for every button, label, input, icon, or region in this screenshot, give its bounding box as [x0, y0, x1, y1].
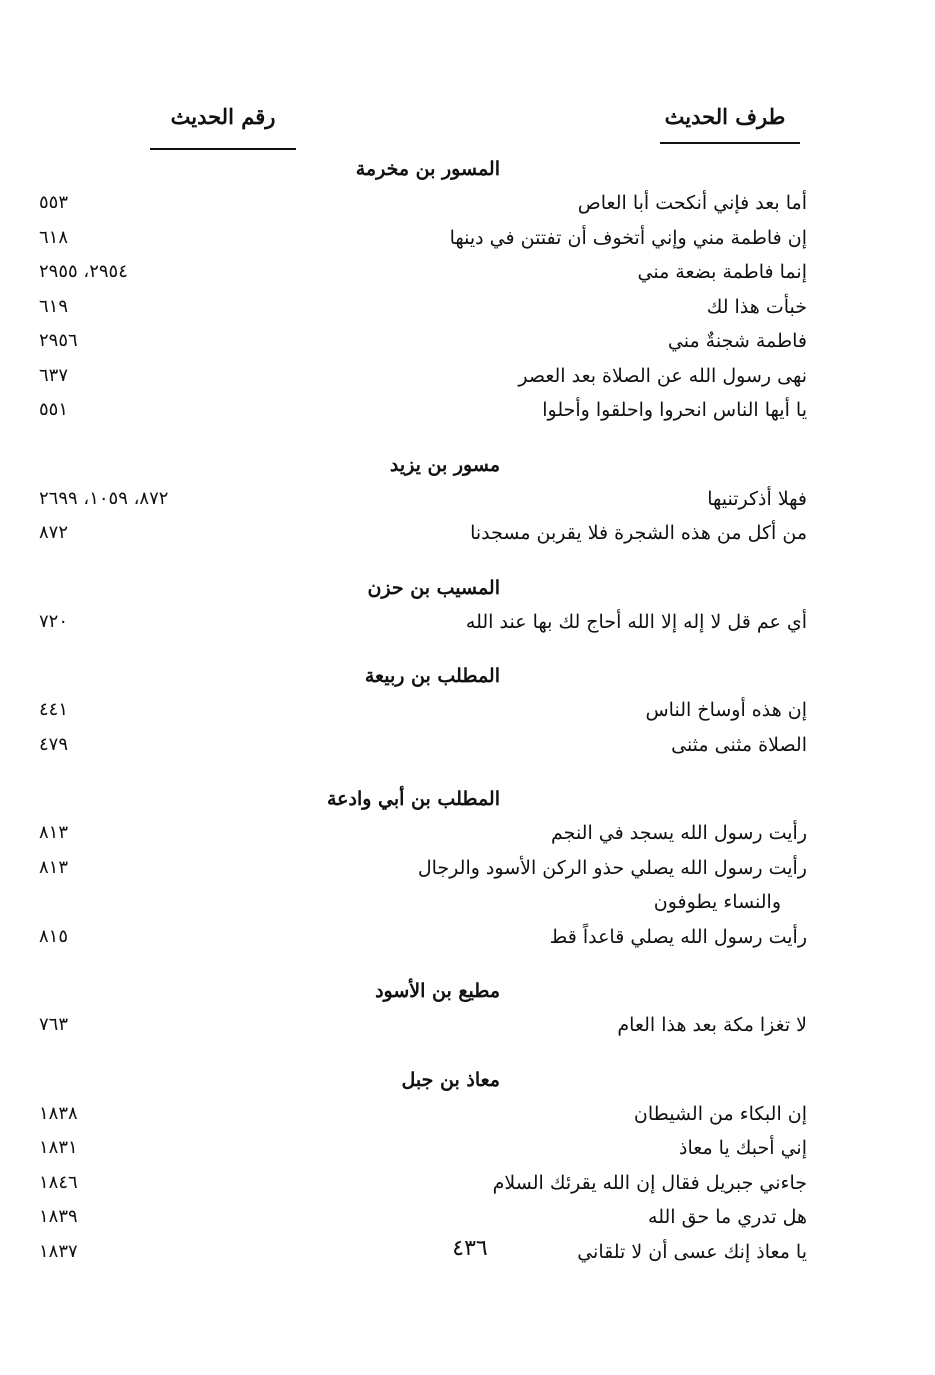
narrator-section	[0, 152, 935, 428]
hadith-incipit-text: رأيت رسول الله يصلي حذو الركن الأسود والرجال	[417, 856, 807, 879]
index-entry	[0, 920, 935, 955]
hadith-incipit	[387, 920, 807, 955]
hadith-incipit	[387, 516, 807, 551]
narrator-name: المطلب بن أبي وادعة	[326, 788, 500, 810]
header-underline-title	[660, 142, 800, 144]
hadith-number: ٦٣٧	[39, 364, 69, 386]
hadith-incipit	[387, 359, 807, 394]
hadith-incipit	[387, 1131, 807, 1166]
hadith-incipit-text: إن هذه أوساخ الناس	[645, 699, 807, 721]
column-header-hadith-number: رقم الحديث	[170, 104, 276, 129]
index-entry	[0, 482, 935, 517]
hadith-incipit	[387, 851, 807, 920]
index-entry	[0, 1200, 935, 1235]
narrator-section	[0, 571, 935, 640]
hadith-incipit-text: هل تدري ما حق الله	[648, 1206, 807, 1228]
hadith-incipit-text: يا معاذ إنك عسى أن لا تلقاني	[577, 1240, 807, 1263]
hadith-incipit-text: رأيت رسول الله يسجد في النجم	[551, 822, 807, 844]
hadith-number: ٥٥١	[39, 399, 69, 420]
hadith-number: ١٨٤٦	[39, 1171, 78, 1193]
narrator-section	[0, 448, 935, 551]
hadith-incipit	[387, 221, 807, 256]
hadith-number: ٦١٩	[39, 295, 69, 317]
hadith-incipit-text: إن فاطمة مني وإني أتخوف أن تفتتن في دينها	[449, 226, 807, 249]
hadith-incipit-text: فاطمة شجنةٌ مني	[667, 330, 807, 352]
narrator-name: المسور بن مخرمة	[355, 158, 500, 180]
hadith-incipit-text: الصلاة مثنى مثنى	[671, 733, 807, 756]
index-entry	[0, 1166, 935, 1201]
index-entry	[0, 605, 935, 640]
hadith-number: ٧٢٠	[39, 610, 69, 632]
index-entry	[0, 359, 935, 394]
hadith-incipit	[387, 482, 807, 517]
narrator-name: معاذ بن جبل	[401, 1068, 500, 1091]
narrator-name: مسور بن يزيد	[389, 453, 500, 476]
hadith-incipit	[387, 728, 807, 763]
hadith-incipit-text: إني أحبك يا معاذ	[679, 1137, 807, 1159]
index-entry	[0, 693, 935, 728]
hadith-number: ١٨٣٧	[39, 1240, 78, 1262]
hadith-number: ٨١٣	[39, 856, 69, 878]
index-entry	[0, 1131, 935, 1166]
hadith-incipit-text: جاءني جبريل فقال إن الله يقرئك السلام	[492, 1171, 807, 1194]
hadith-number: ٨١٥	[39, 925, 69, 947]
narrator-name: مطيع بن الأسود	[375, 980, 500, 1002]
index-entry	[0, 290, 935, 325]
hadith-incipit	[387, 1008, 807, 1043]
hadith-number: ٨٧٢	[39, 522, 69, 543]
column-header-hadith-text: طرف الحديث	[664, 104, 786, 129]
index-entry	[0, 1008, 935, 1043]
hadith-incipit-text: إنما فاطمة بضعة مني	[637, 261, 807, 283]
narrator-section	[0, 974, 935, 1043]
index-entry	[0, 1097, 935, 1132]
hadith-incipit-text: أما بعد فإني أنكحت أبا العاص	[577, 192, 807, 214]
hadith-incipit-text: نهى رسول الله عن الصلاة بعد العصر	[518, 364, 807, 387]
hadith-number: ٧٦٣	[39, 1014, 69, 1035]
hadith-incipit	[387, 324, 807, 359]
hadith-number: ٢٩٥٤، ٢٩٥٥	[39, 261, 128, 282]
narrator-section	[0, 782, 935, 954]
hadith-incipit	[387, 1166, 807, 1201]
index-entry	[0, 186, 935, 221]
hadith-incipit-text: رأيت رسول الله يصلي قاعداً قط	[549, 925, 807, 948]
hadith-number: ٦١٨	[39, 226, 69, 248]
hadith-number: ٤٧٩	[39, 733, 69, 755]
index-entry	[0, 728, 935, 763]
hadith-number: ١٨٣٩	[39, 1206, 78, 1227]
hadith-incipit	[387, 255, 807, 290]
hadith-number: ١٨٣١	[39, 1137, 78, 1158]
hadith-incipit-text: فهلا أذكرتنيها	[707, 487, 807, 510]
hadith-number: ٥٥٣	[39, 192, 69, 213]
index-body	[0, 152, 935, 1269]
hadith-incipit	[387, 290, 807, 325]
narrator-section	[0, 659, 935, 762]
hadith-incipit	[387, 1200, 807, 1235]
index-entry	[0, 393, 935, 428]
hadith-incipit	[387, 693, 807, 728]
hadith-incipit	[387, 605, 807, 640]
index-entry	[0, 851, 935, 920]
hadith-incipit-text: أي عم قل لا إله إلا الله أحاج لك بها عند الله	[465, 610, 807, 633]
narrator-name: المسيب بن حزن	[367, 576, 500, 599]
index-entry	[0, 516, 935, 551]
hadith-number: ٤٤١	[39, 699, 69, 720]
hadith-incipit-text: لا تغزا مكة بعد هذا العام	[617, 1014, 807, 1036]
hadith-incipit-text: يا أيها الناس انحروا واحلقوا وأحلوا	[542, 399, 807, 421]
hadith-incipit-continuation: والنساء يطوفون	[653, 891, 781, 913]
index-entry	[0, 816, 935, 851]
hadith-incipit	[387, 1097, 807, 1132]
hadith-incipit	[387, 393, 807, 428]
narrator-name: المطلب بن ربيعة	[364, 665, 500, 687]
header-underline-number	[150, 148, 296, 150]
hadith-number: ١٨٣٨	[39, 1102, 78, 1124]
hadith-number: ٨١٣	[39, 822, 69, 843]
hadith-incipit-text: إن البكاء من الشيطان	[633, 1102, 807, 1125]
page-number: ٤٣٦	[452, 1236, 488, 1261]
hadith-number: ٢٩٥٦	[39, 330, 78, 351]
hadith-number: ٨٧٢، ١٠٥٩، ٢٦٩٩	[39, 487, 169, 509]
hadith-incipit	[387, 186, 807, 221]
index-entry	[0, 255, 935, 290]
hadith-incipit-text: خبأت هذا لك	[706, 295, 807, 318]
hadith-incipit-text: من أكل من هذه الشجرة فلا يقربن مسجدنا	[470, 522, 807, 544]
hadith-incipit	[387, 816, 807, 851]
index-entry	[0, 324, 935, 359]
index-entry	[0, 221, 935, 256]
